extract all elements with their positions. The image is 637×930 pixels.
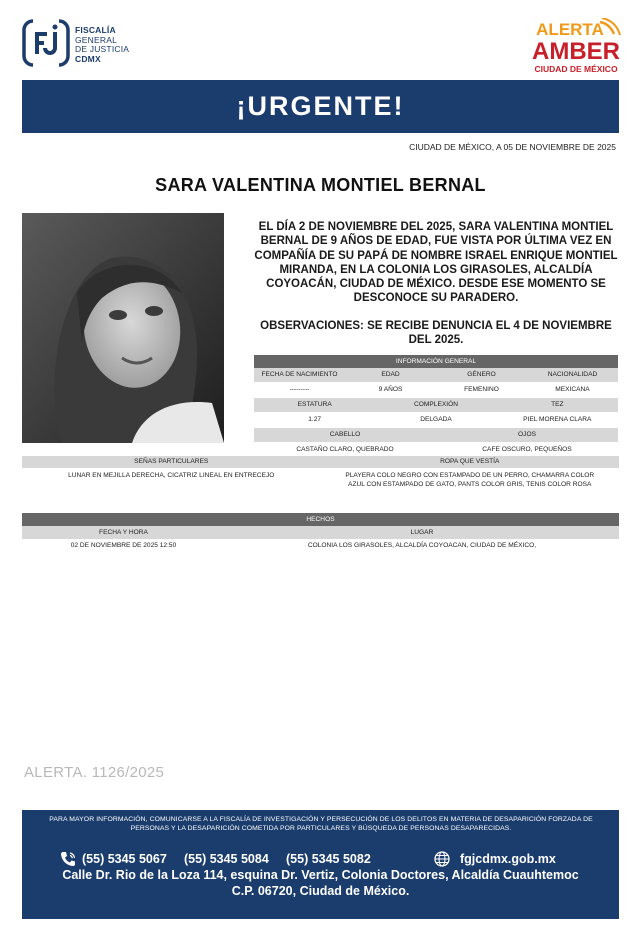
institution-line-1: FISCALÍA bbox=[75, 25, 116, 35]
value-place: COLONIA LOS GIRASOLES, ALCALDÍA COYOACAN, CIUDAD DE MÉXICO, bbox=[307, 542, 537, 549]
urgent-banner: ¡URGENTE! bbox=[22, 80, 619, 133]
header-skin: TEZ bbox=[551, 401, 564, 408]
observaciones-text: OBSERVACIONES: SE RECIBE DENUNCIA EL 4 DE NOVIEMBRE DEL 2025. bbox=[260, 320, 612, 347]
header-clothing: ROPA QUE VESTÍA bbox=[440, 458, 500, 465]
website-link[interactable]: fgjcdmx.gob.mx bbox=[460, 852, 556, 866]
table-row bbox=[22, 468, 619, 489]
date-line: CIUDAD DE MÉXICO, A 05 DE NOVIEMBRE DE 2025 bbox=[409, 142, 616, 152]
table-header-row bbox=[22, 526, 619, 539]
header-date-time: FECHA Y HORA bbox=[99, 529, 148, 536]
address-line-1: Calle Dr. Rio de la Loza 114, esquina Dr. Vertiz, Colonia Doctores, Alcaldía Cuauhtemoc bbox=[62, 868, 579, 882]
table-header-row bbox=[254, 398, 618, 412]
header-gender: GÉNERO bbox=[467, 371, 496, 378]
hechos-table bbox=[22, 513, 619, 553]
header-hair: CABELLO bbox=[329, 431, 361, 438]
portrait-image bbox=[22, 213, 224, 443]
phone-number-2[interactable]: (55) 5345 5084 bbox=[184, 852, 269, 866]
value-gender: FEMENINO bbox=[464, 386, 499, 393]
value-age: 9 AÑOS bbox=[378, 386, 403, 393]
institution-name bbox=[75, 26, 129, 64]
value-height: 1.27 bbox=[308, 416, 322, 423]
footer-contact bbox=[22, 810, 619, 919]
alerta-amber-logo bbox=[530, 18, 622, 76]
header-nationality: NACIONALIDAD bbox=[547, 371, 598, 378]
value-date-time: 02 DE NOVIEMBRE DE 2025 12:50 bbox=[70, 542, 177, 549]
value-skin: PIEL MORENA CLARA bbox=[523, 416, 592, 423]
phone-icon bbox=[60, 851, 76, 867]
header-build: COMPLEXIÓN bbox=[414, 401, 458, 408]
amber-logo-line-2: AMBER bbox=[532, 38, 620, 65]
value-build: DELGADA bbox=[420, 416, 452, 423]
narrative-text: EL DÍA 2 DE NOVIEMBRE DEL 2025, SARA VALENTINA MONTIEL BERNAL DE 9 AÑOS DE EDAD, FUE VISTA POR ÚLTIMA VEZ EN COMPAÑÍA DE SU PAPÁ DE NOMBRE ISRAEL ENRIQUE MONTIEL MIRANDA, EN LA COLONIA LOS GIRASOLES, ALCALDÍA COYOACÁN, CIUDAD DE MÉXICO. DESDE ESE MOMENTO SE DESCONOCE SU PARADERO. bbox=[254, 221, 618, 305]
header-place: LUGAR bbox=[410, 529, 434, 536]
phone-number-1[interactable]: (55) 5345 5067 bbox=[82, 852, 167, 866]
institution-line-3: DE JUSTICIA bbox=[75, 44, 130, 54]
institution-line-4: CDMX bbox=[75, 53, 101, 64]
value-birthdate: --------- bbox=[289, 386, 310, 393]
footer-disclaimer: PARA MAYOR INFORMACIÓN, COMUNICARSE A LA FISCALÍA DE INVESTIGACIÓN Y PERSECUCIÓN DE LOS DELITOS EN MATERIA DE DESAPARICIÓN FORZADA DE PERSONAS Y LA DESAPARICIÓN COMETIDA POR PARTICULARES Y BÚSQUEDA DE PERSONAS DESAPARECIDAS. bbox=[49, 816, 593, 832]
footer-address bbox=[22, 867, 619, 899]
fgj-logo-icon bbox=[22, 18, 70, 68]
value-eyes: CAFE OSCURO, PEQUEÑOS bbox=[482, 446, 572, 453]
header-height: ESTATURA bbox=[297, 401, 332, 408]
table-header-row bbox=[254, 428, 618, 442]
header-birthdate: FECHA DE NACIMIENTO bbox=[261, 371, 338, 378]
table-header-row bbox=[22, 456, 619, 468]
institution-line-2: GENERAL bbox=[75, 34, 118, 45]
general-info-title: INFORMACIÓN GENERAL bbox=[254, 355, 618, 368]
globe-icon bbox=[434, 851, 450, 867]
table-header-row bbox=[254, 368, 618, 382]
value-nationality: MEXICANA bbox=[555, 386, 590, 393]
person-name: SARA VALENTINA MONTIEL BERNAL bbox=[155, 175, 486, 195]
table-row bbox=[254, 382, 618, 398]
value-distinguishing-marks: LUNAR EN MEJILLA DERECHA, CICATRIZ LINEAL EN ENTRECEJO bbox=[68, 472, 275, 479]
alert-number: ALERTA. 1126/2025 bbox=[24, 764, 165, 781]
table-row bbox=[22, 539, 619, 553]
contact-row bbox=[60, 851, 590, 867]
header-eyes: OJOS bbox=[518, 431, 536, 438]
amber-logo-line-3: CIUDAD DE MÉXICO bbox=[534, 64, 618, 74]
hechos-title: HECHOS bbox=[22, 513, 619, 526]
value-clothing: PLAYERA COLO NEGRO CON ESTAMPADO DE UN PERRO, CHAMARRA COLOR AZUL CON ESTAMPADO DE GATO, PANTS COLOR GRIS, TENIS COLOR ROSA bbox=[345, 472, 595, 488]
phone-number-3[interactable]: (55) 5345 5082 bbox=[286, 852, 371, 866]
address-line-2: C.P. 06720, Ciudad de México. bbox=[231, 884, 410, 898]
header bbox=[22, 18, 622, 78]
missing-person-photo bbox=[22, 213, 224, 443]
header-distinguishing-marks: SEÑAS PARTICULARES bbox=[134, 458, 209, 465]
header-age: EDAD bbox=[381, 371, 400, 378]
value-hair: CASTAÑO CLARO, QUEBRADO bbox=[296, 446, 394, 453]
general-info-table bbox=[254, 355, 618, 458]
features-clothing-table bbox=[22, 456, 619, 489]
amber-logo-line-1: ALERTA bbox=[536, 20, 604, 39]
table-row bbox=[254, 412, 618, 428]
